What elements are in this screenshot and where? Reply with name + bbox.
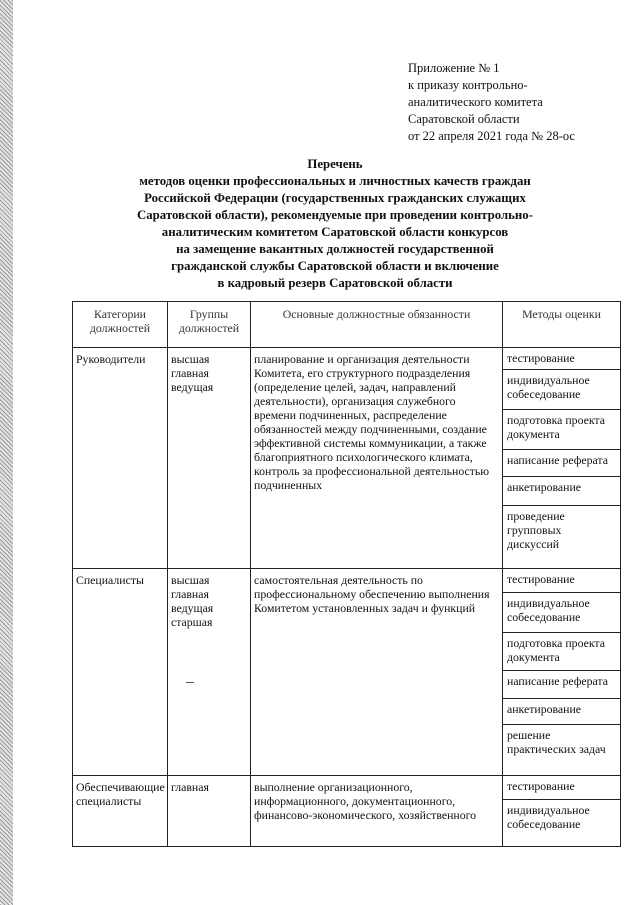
title-line: Российской Федерации (государственных гражданских служащих [144, 191, 526, 205]
method-item: подготовка проекта документа [503, 410, 620, 450]
methods-cell [503, 348, 621, 569]
method-item: индивидуальное собеседование [507, 803, 590, 831]
scan-mark [186, 682, 194, 683]
group-item: старшая [171, 615, 213, 629]
title-line: Саратовской области), рекомендуемые при проведении контрольно- [137, 208, 533, 222]
group-item: главная [171, 587, 209, 601]
category-cell: Специалисты [73, 569, 168, 776]
groups-cell [168, 776, 251, 847]
scan-edge [0, 0, 13, 905]
method-item: проведение групповых дискуссий [507, 509, 565, 551]
table-row [73, 776, 621, 847]
method-item: анкетирование [503, 699, 620, 725]
title-line: в кадровый резерв Саратовской области [217, 276, 453, 290]
appendix-line: аналитического комитета [408, 95, 543, 109]
method-item: тестирование [503, 776, 620, 800]
title-line: методов оценки профессиональных и личностных качеств граждан [139, 174, 531, 188]
header-groups: Группы должностей [168, 302, 251, 348]
appendix-note [408, 60, 633, 145]
appendix-line: к приказу контрольно- [408, 78, 528, 92]
group-item: ведущая [171, 380, 214, 394]
header-category: Категории должностей [73, 302, 168, 348]
table-header-row [73, 302, 621, 348]
methods-cell [503, 776, 621, 847]
title-line: Перечень [307, 157, 363, 171]
duties-cell: самостоятельная деятельность по профессиональному обеспечению выполнения Комитетом установленных задач и функций [251, 569, 503, 776]
group-item: высшая [171, 352, 210, 366]
group-item: высшая [171, 573, 210, 587]
methods-table [72, 301, 621, 847]
method-item: подготовка проекта документа [503, 633, 620, 671]
method-item: написание реферата [503, 450, 620, 477]
category-cell: Руководители [73, 348, 168, 569]
table-row [73, 569, 621, 776]
group-item: ведущая [171, 601, 214, 615]
category-cell: Обеспечивающие специалисты [73, 776, 168, 847]
document-title [100, 156, 570, 292]
method-item: индивидуальное собеседование [503, 370, 620, 410]
header-duties: Основные должностные обязанности [251, 302, 503, 348]
title-line: на замещение вакантных должностей государственной [176, 242, 494, 256]
group-item: главная [171, 780, 209, 794]
appendix-line: Саратовской области [408, 112, 520, 126]
duties-cell: выполнение организационного, информационного, документационного, финансово-экономического, хозяйственного [251, 776, 503, 847]
group-item: главная [171, 366, 209, 380]
title-line: гражданской службы Саратовской области и включение [171, 259, 499, 273]
table-row [73, 348, 621, 569]
method-item: решение практических задач [507, 728, 606, 756]
method-item: тестирование [503, 348, 620, 370]
method-item: тестирование [503, 569, 620, 593]
methods-cell [503, 569, 621, 776]
duties-cell: планирование и организация деятельности Комитета, его структурного подразделения (определение целей, задач, направлений деятельности), организация служебного времени подчиненных, распределение обязанностей между подчиненными, создание эффективной системы коммуникации, а также благоприятного психологического климата, контроль за профессиональной деятельностью подчиненных [251, 348, 503, 569]
appendix-line: от 22 апреля 2021 года № 28-ос [408, 129, 575, 143]
groups-cell [168, 348, 251, 569]
method-item: анкетирование [503, 477, 620, 506]
method-item: написание реферата [503, 671, 620, 699]
groups-cell [168, 569, 251, 776]
title-line: аналитическим комитетом Саратовской области конкурсов [161, 225, 509, 239]
method-item: индивидуальное собеседование [503, 593, 620, 633]
header-methods: Методы оценки [503, 302, 621, 348]
appendix-line: Приложение № 1 [408, 61, 500, 75]
